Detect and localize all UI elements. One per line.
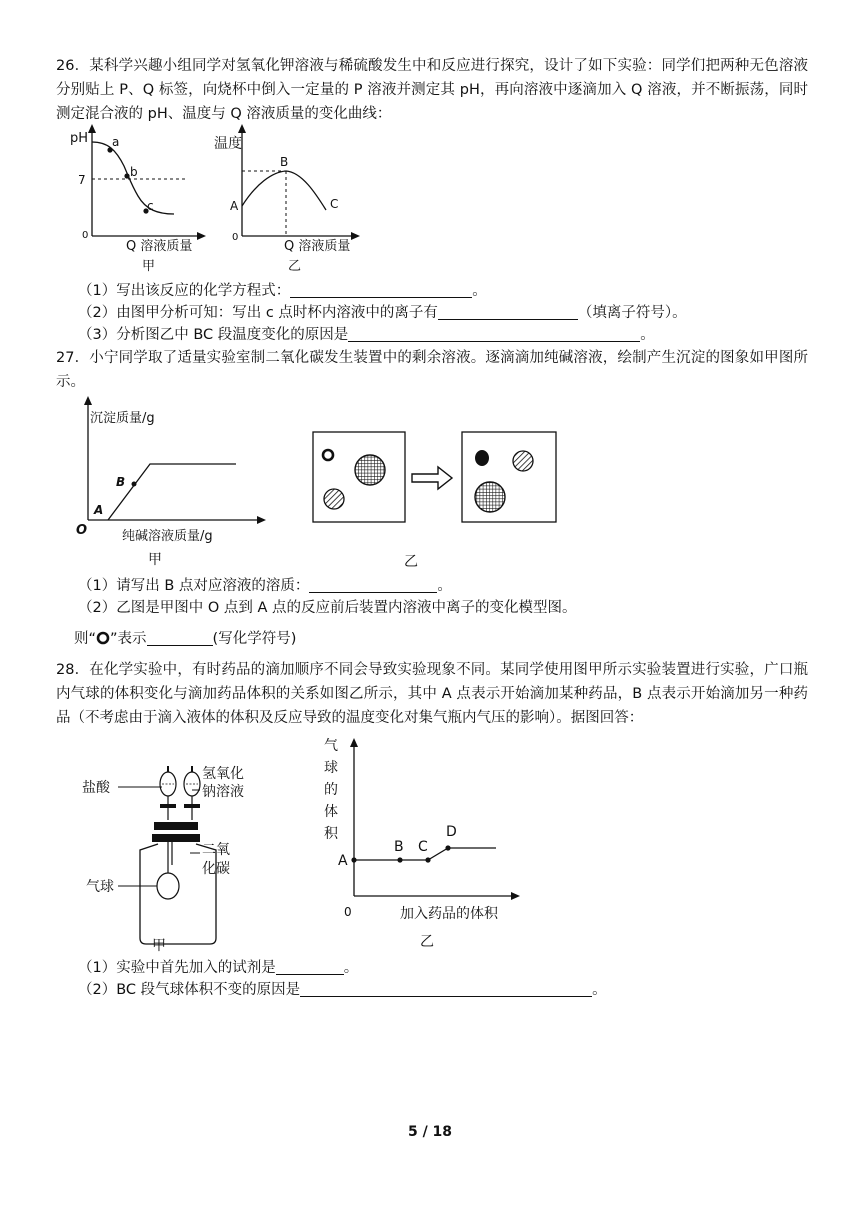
q27-jia-origin: O	[76, 523, 88, 538]
q26-jia-point-c: c	[147, 199, 154, 213]
q28-yi-point-a: A	[338, 853, 348, 869]
q28-yi-point-b: B	[394, 839, 404, 855]
q28-stem: 28．在化学实验中，有时药品的滴加顺序不同会导致实验现象不同。某同学使用图甲所示实验装置进行实验，广口瓶内气球的体积变化与滴加药品体积的关系如图乙所示，其中 A 点表示开始滴加某种药品，B 点表示开始滴加另一种药品（不考虑由于滴入液体的体积及反应导致的温度变化对集气瓶内气压的影响）。据图回答：	[56, 662, 808, 726]
q28-yi-ylabel-4: 体	[324, 804, 338, 820]
q26-fig-jia	[68, 124, 208, 274]
q26-yi-point-a: A	[230, 199, 239, 213]
q28-jia-co2-label-2: 化碳	[202, 861, 230, 877]
q26-stem: 26．某科学兴趣小组同学对氢氧化钾溶液与稀硫酸发生中和反应进行探究，设计了如下实验：同学们把两种无色溶液分别贴上 P、Q 标签，向烧杯中倒入一定量的 P 溶液并测定其 pH，再向溶液中逐滴加入 Q 溶液，并不断振荡，同时测定混合液的 pH、温度与 Q 溶液质量的变化曲线：	[56, 58, 808, 122]
q27-sub3: 则“ ”表示 (写化学符号)	[74, 631, 297, 647]
q26-jia-point-a: a	[112, 135, 120, 149]
q26-yi-point-c: C	[330, 197, 339, 211]
q28-answer-blank-2[interactable]	[300, 980, 592, 997]
q27-fig-jia	[74, 396, 274, 566]
circle-icon	[96, 631, 110, 645]
q27-jia-xlabel: 纯碱溶液质量/g	[122, 529, 213, 544]
q28-jia-naoh-label-1: 氢氧化	[202, 766, 244, 782]
q27-jia-ylabel: 沉淀质量/g	[90, 411, 155, 426]
q26-answer-blank-2[interactable]	[438, 303, 578, 320]
q28-yi-origin: 0	[344, 905, 352, 919]
q27-sub2: （2）乙图是甲图中 O 点到 A 点的反应前后装置内溶液中离子的变化模型图。	[78, 600, 577, 616]
q28-jia-co2-label-1: 二氧	[202, 842, 230, 858]
q26-answer-blank-3[interactable]	[348, 325, 640, 342]
q26-jia-ylabel: pH	[70, 131, 89, 146]
q28-yi-xlabel: 加入药品的体积	[400, 906, 498, 922]
q26-sub3: （3）分析图乙中 BC 段温度变化的原因是 。	[78, 327, 655, 343]
q28-jia-acid-label: 盐酸	[82, 780, 110, 796]
q28-yi-ylabel-3: 的	[324, 782, 338, 798]
q26-jia-origin: 0	[82, 230, 89, 241]
q28-jia-caption: 甲	[152, 938, 166, 954]
q26-yi-xlabel: Q 溶液质量	[284, 239, 351, 254]
q27-jia-point-b: B	[116, 475, 126, 489]
q26-yi-origin: 0	[232, 232, 239, 243]
q28-jia-balloon-label: 气球	[86, 879, 114, 895]
q27-answer-blank-2[interactable]	[147, 629, 213, 646]
q28-fig-jia	[80, 740, 270, 955]
q28-yi-point-d: D	[446, 824, 457, 840]
q27-answer-blank-1[interactable]	[309, 576, 437, 593]
q27-fig-yi	[310, 428, 560, 568]
q27-jia-caption: 甲	[148, 552, 162, 568]
q28-sub2: （2）BC 段气球体积不变的原因是 。	[78, 982, 607, 998]
q28-yi-ylabel-2: 球	[324, 760, 338, 776]
q28-yi-ylabel-1: 气	[324, 738, 338, 754]
q26-sub2: （2）由图甲分析可知：写出 c 点时杯内溶液中的离子有 （填离子符号）。	[78, 305, 687, 321]
q26-sub1: （1）写出该反应的化学方程式： 。	[78, 283, 487, 299]
q28-yi-ylabel-5: 积	[324, 826, 338, 842]
q27-jia-point-a: A	[94, 503, 104, 517]
q27-stem: 27．小宁同学取了适量实验室制二氧化碳发生装置中的剩余溶液。逐滴滴加纯碱溶液，绘制产生沉淀的图象如甲图所示。	[56, 350, 808, 390]
q27-yi-caption: 乙	[404, 554, 418, 570]
q26-yi-caption: 乙	[288, 259, 302, 274]
q26-jia-point-b: b	[130, 165, 138, 179]
q26-jia-xlabel: Q 溶液质量	[126, 239, 193, 254]
q26-jia-seven: 7	[78, 173, 86, 187]
q26-answer-blank-1[interactable]	[290, 281, 472, 298]
q27-sub1: （1）请写出 B 点对应溶液的溶质： 。	[78, 578, 452, 594]
q28-yi-caption: 乙	[420, 934, 434, 950]
q28-fig-yi	[320, 734, 530, 949]
q26-jia-caption: 甲	[142, 259, 156, 274]
q26-fig-yi	[214, 124, 372, 274]
q28-sub1: （1）实验中首先加入的试剂是 。	[78, 960, 359, 976]
q28-jia-naoh-label-2: 钠溶液	[202, 784, 244, 800]
q26-yi-ylabel: 温度	[214, 136, 242, 152]
q28-answer-blank-1[interactable]	[276, 958, 344, 975]
q28-yi-point-c: C	[418, 839, 428, 855]
q26-yi-point-b: B	[280, 155, 289, 169]
page-number: 5 / 18	[407, 1124, 453, 1140]
